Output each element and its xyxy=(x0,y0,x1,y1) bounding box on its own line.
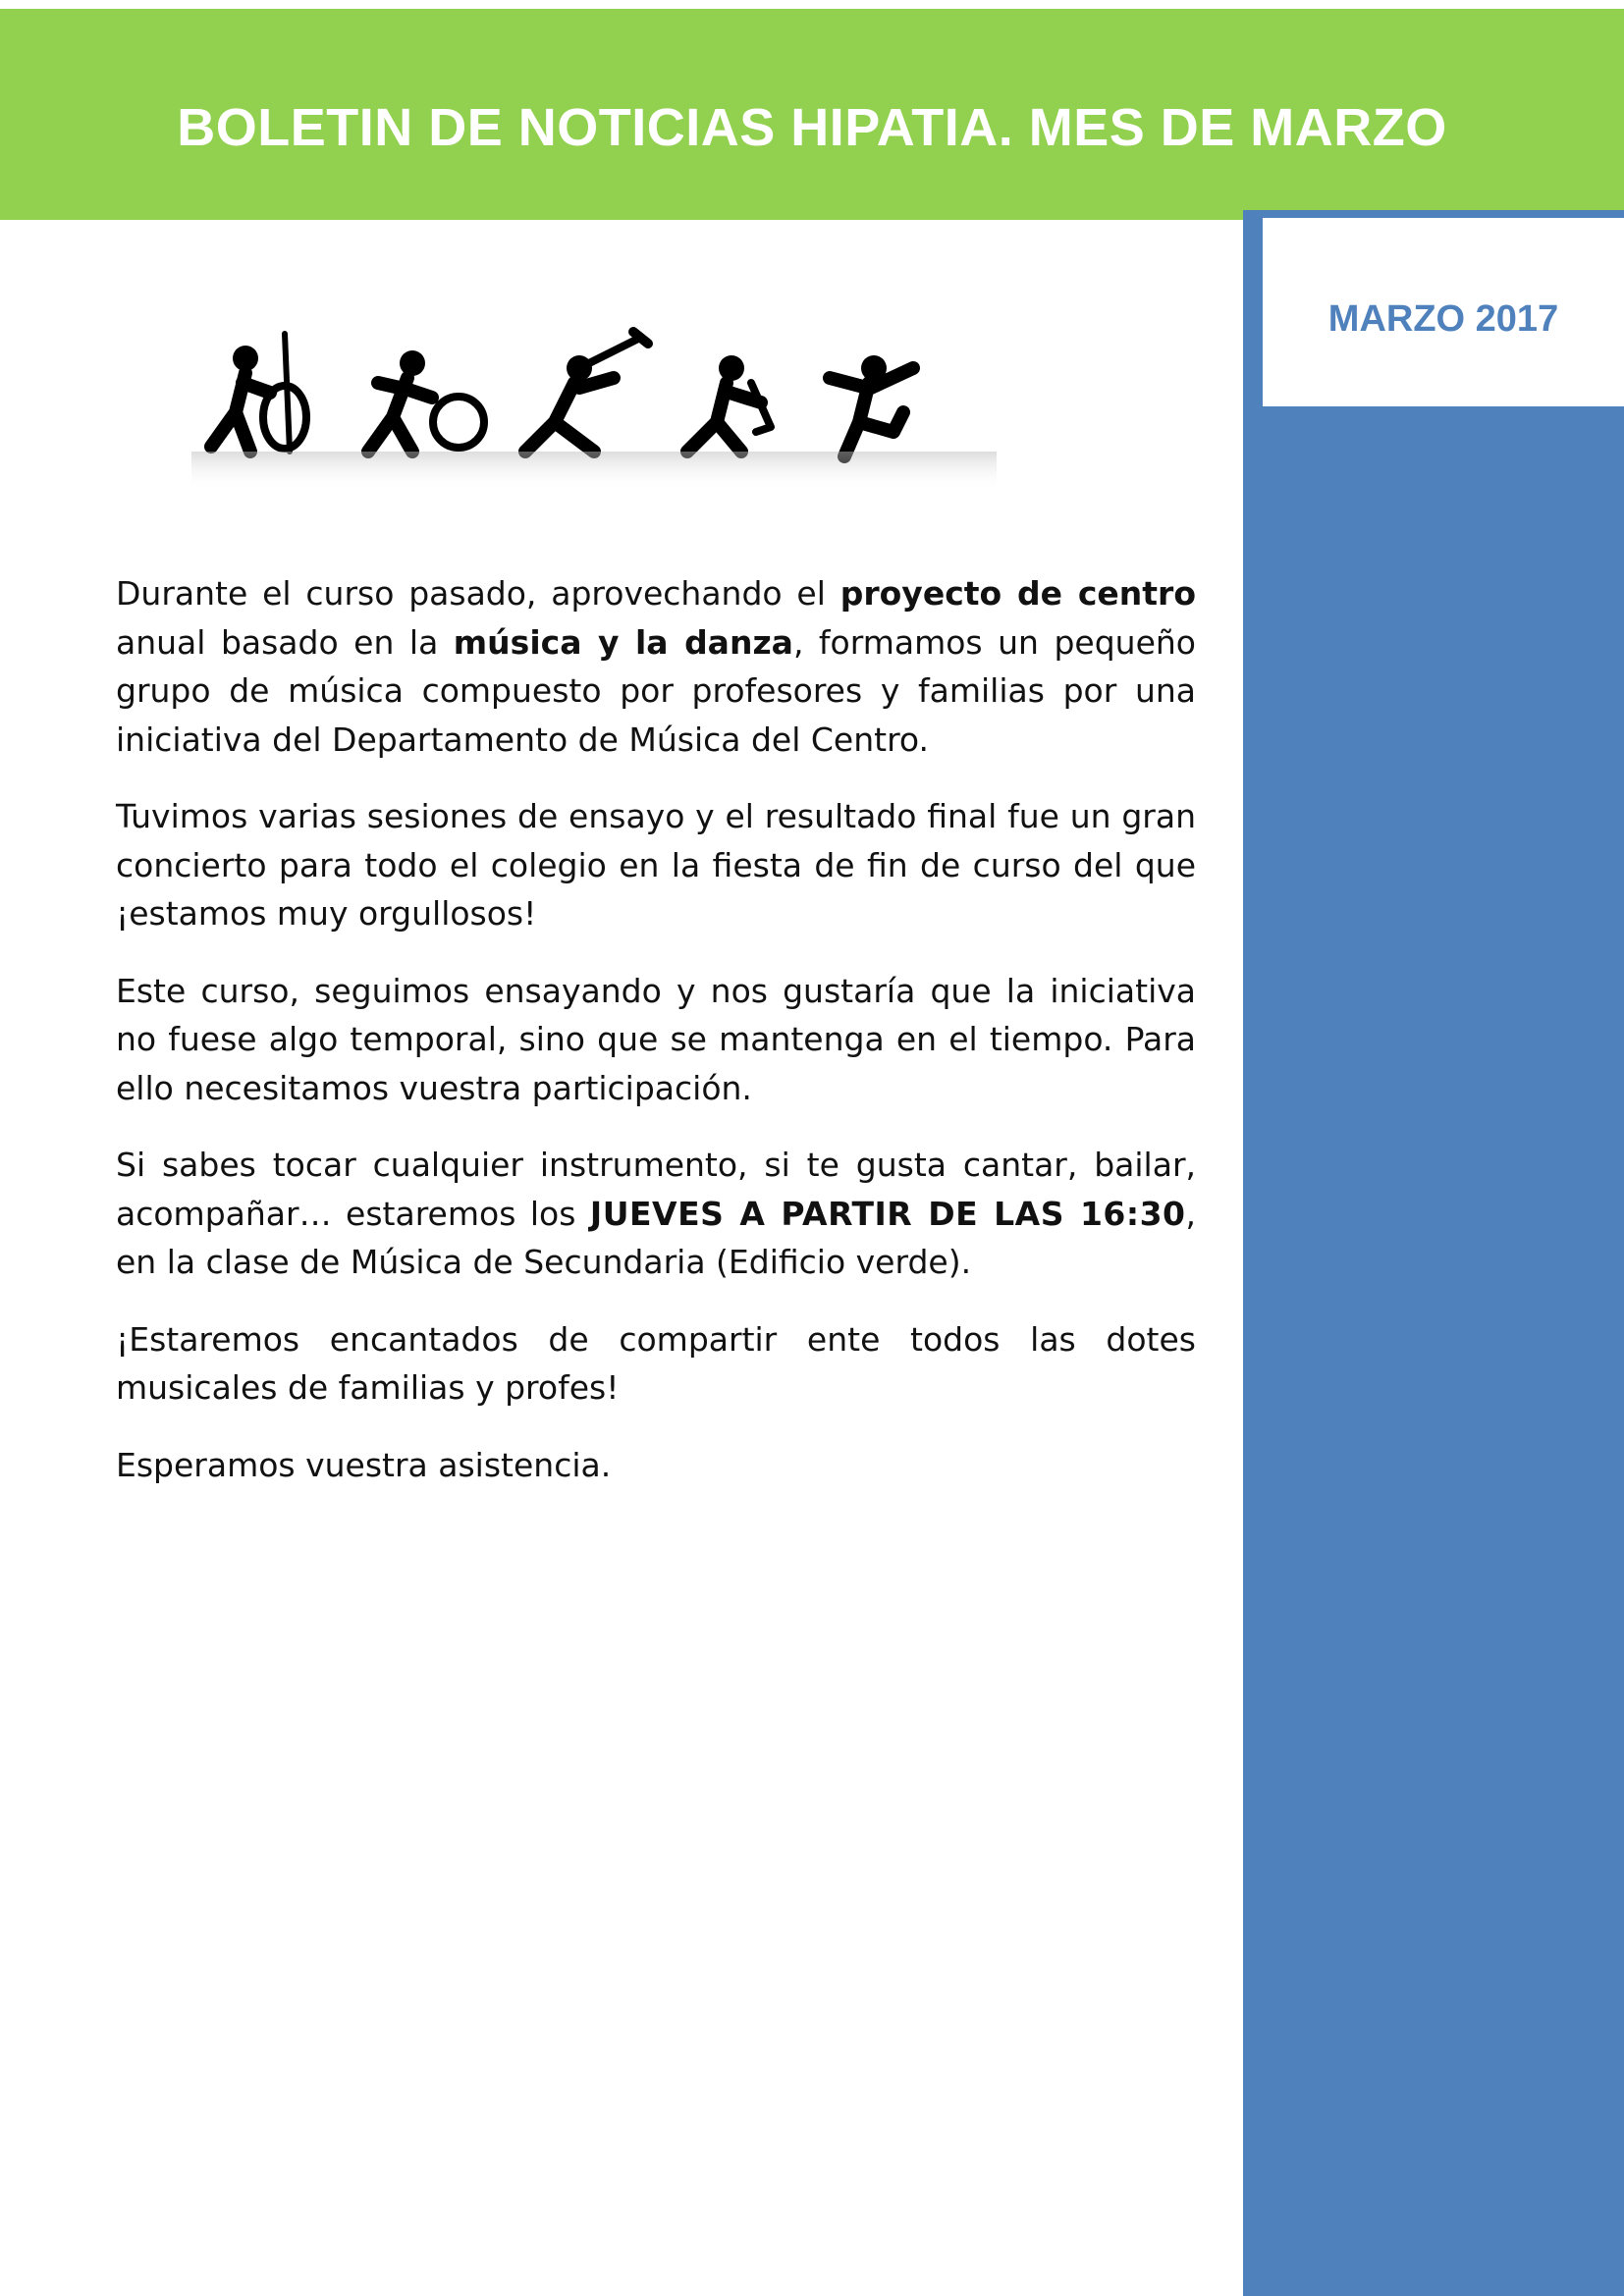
paragraph-1 xyxy=(116,569,1196,764)
saxophone-player-figure xyxy=(687,355,771,452)
paragraph-4 xyxy=(116,1141,1196,1287)
paragraph-4-text-b: , en la clase de Música de Secundaria (Edificio verde). xyxy=(116,1194,1196,1281)
paragraph-1-text-c: , formamos un pequeño grupo de música compuesto por profesores y familias por una iniciativa del Departamento de Música del Centro. xyxy=(116,622,1196,759)
paragraph-2: Tuvimos varias sesiones de ensayo y el resultado final fue un gran concierto para todo el colegio en la fiesta de fin de curso del que ¡estamos muy orgullosos! xyxy=(116,797,1196,933)
paragraph-3: Este curso, seguimos ensayando y nos gustaría que la iniciativa no fuese algo temporal, sino que se mantenga en el tiempo. Para ello necesitamos vuestra participación. xyxy=(116,971,1196,1107)
paragraph-1-bold-b: música y la danza xyxy=(453,622,793,662)
dancer-figure xyxy=(830,355,913,456)
music-dancers-clipart xyxy=(191,314,997,491)
issue-date: MARZO 2017 xyxy=(1327,298,1559,340)
paragraph-4-emphasis: JUEVES A PARTIR DE LAS 16:30 xyxy=(589,1194,1186,1233)
date-box xyxy=(1263,218,1624,406)
paragraph-5: ¡Estaremos encantados de compartir ente todos las dotes musicales de familias y profes! xyxy=(116,1319,1196,1407)
paragraph-6: Esperamos vuestra asistencia. xyxy=(116,1445,612,1484)
trumpet-player-figure xyxy=(525,332,648,452)
paragraph-1-text-a: Durante el curso pasado, aprovechando el xyxy=(116,574,840,613)
paragraph-4-text-a: Si sabes tocar cualquier instrumento, si te gusta cantar, bailar, acompañar… estaremos los xyxy=(116,1146,1196,1233)
paragraph-1-text-b: anual basado en la xyxy=(116,622,454,662)
bass-player-figure xyxy=(211,334,306,452)
paragraph-1-bold-a: proyecto de centro xyxy=(839,574,1197,613)
page-title: BOLETIN DE NOTICIAS HIPATIA. MES DE MARZO xyxy=(177,98,1447,157)
drummer-figure xyxy=(368,350,484,452)
article-body xyxy=(116,569,1196,1518)
sidebar-bar xyxy=(1243,210,1624,2296)
header-banner xyxy=(0,9,1624,220)
